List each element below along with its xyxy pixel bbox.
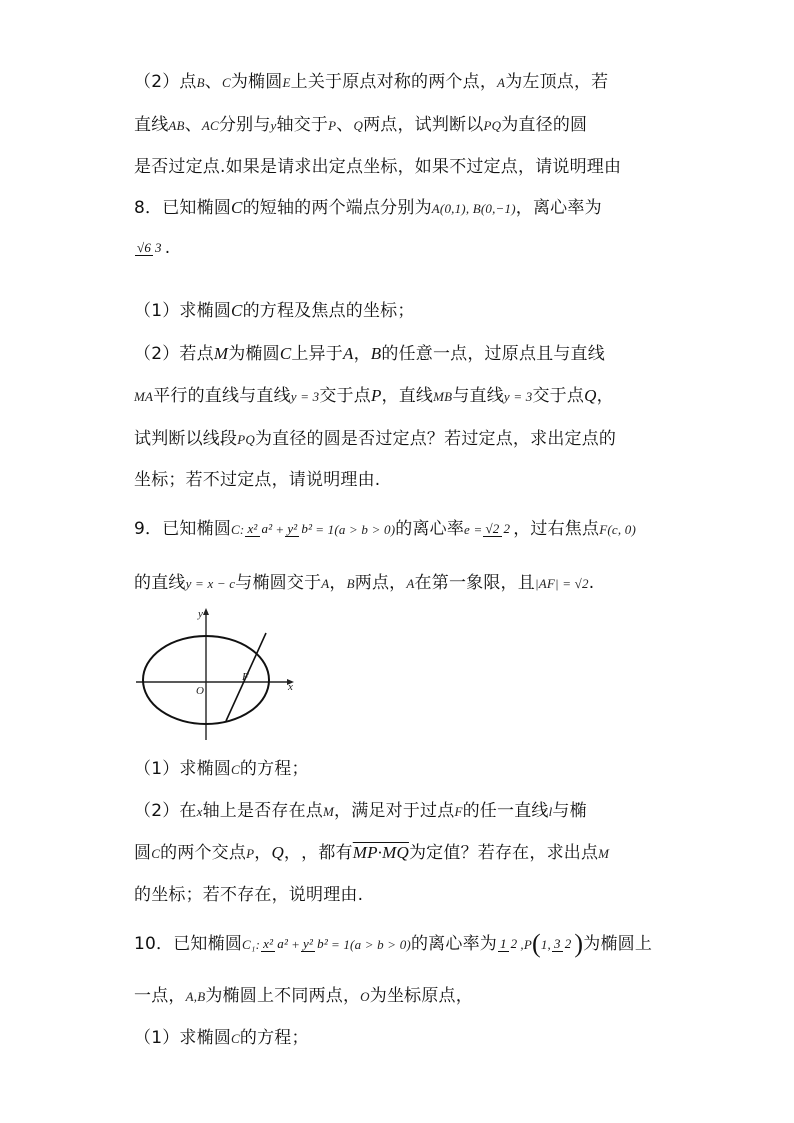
math-B: B	[346, 576, 355, 591]
math-C1: C₁:	[242, 937, 261, 952]
numerator: 1	[499, 935, 507, 951]
text: 的离心率	[395, 519, 465, 539]
math-x: x	[196, 804, 203, 819]
text: 的方程；	[239, 1028, 309, 1048]
math-M: M	[323, 804, 335, 819]
math-equation: = 1(a > b > 0)	[330, 937, 411, 952]
denominator: a²	[277, 935, 289, 951]
math-C: C	[231, 762, 240, 777]
text: 平行的直线与直线	[153, 386, 291, 406]
text: ，	[353, 344, 371, 364]
math-plus: +	[291, 937, 301, 952]
math-B: B	[370, 344, 382, 363]
q10-line-2	[134, 985, 473, 1008]
math-y3: y = 3	[290, 389, 320, 404]
text: 为坐标原点，	[369, 986, 473, 1006]
text: （1）求椭圆	[134, 759, 232, 779]
text: 为椭圆	[230, 72, 283, 92]
q9-part-1	[134, 758, 309, 781]
q10-line-1	[134, 926, 652, 963]
math-B: B	[196, 75, 205, 90]
text: 圆	[134, 843, 152, 863]
text: 直线	[134, 115, 169, 135]
math-C: C	[231, 198, 243, 217]
q9-line-2	[134, 572, 594, 595]
math-P: P	[246, 846, 255, 861]
math-PQ: PQ	[483, 118, 502, 133]
math-C: C	[151, 846, 161, 861]
text: 两点，	[354, 573, 407, 593]
paren-left: (	[531, 929, 541, 958]
q10-part-1	[134, 1027, 309, 1050]
q8-part-2-line-1	[134, 343, 605, 365]
math-A: A	[342, 344, 354, 363]
math-dot-product: MP·MQ	[352, 843, 409, 862]
math-C: C	[279, 344, 292, 363]
text: 、	[204, 72, 222, 92]
text: .	[164, 238, 171, 258]
text: 为定值？若存在，求出点	[408, 843, 599, 863]
text: 的两个交点	[160, 843, 247, 863]
q7-line-2	[134, 114, 587, 137]
math-e: e =	[464, 522, 483, 537]
text: （2）点	[134, 72, 197, 92]
math-Q: Q	[584, 386, 597, 405]
text: 的短轴的两个端点分别为	[242, 198, 432, 218]
text: 轴交于	[276, 115, 329, 135]
text: ，	[329, 573, 347, 593]
denominator: b²	[301, 520, 313, 536]
text: ，都有	[301, 843, 353, 863]
text: 是否过定点.如果是请求出定点坐标，如果不过定点，请说明理由	[134, 157, 622, 177]
text: 的方程及焦点的坐标；	[242, 301, 415, 321]
math-px: 1,	[540, 937, 551, 952]
math-C: C	[221, 75, 231, 90]
text: 10．已知椭圆	[134, 934, 243, 954]
math-P: P	[370, 386, 382, 405]
text: 为椭圆上不同两点，	[205, 986, 361, 1006]
text: ，满足对于过点	[334, 801, 455, 821]
text: ，	[283, 843, 302, 863]
text: 与椭圆交于	[235, 573, 322, 593]
math-E: E	[282, 75, 291, 90]
numerator: x²	[247, 520, 258, 536]
numerator: y²	[303, 935, 314, 951]
x-label: x	[288, 681, 293, 693]
math-F: F(c, 0)	[599, 522, 636, 537]
paren-right: )	[574, 929, 584, 958]
numerator: 3	[554, 935, 561, 951]
math-y: y	[270, 118, 277, 133]
text: 分别与	[218, 115, 271, 135]
text: 上异于	[291, 344, 343, 364]
text: 为椭圆上	[583, 934, 653, 954]
eccentricity-fraction	[135, 241, 164, 256]
text: 的离心率为	[410, 934, 497, 954]
math-P: P	[328, 118, 337, 133]
text: ，离心率为	[515, 198, 602, 218]
x2-over-a2	[245, 522, 274, 537]
ellipse-figure	[134, 606, 304, 742]
math-C: C	[231, 1031, 240, 1046]
text: 两点，试判断以	[363, 115, 484, 135]
numerator: √6	[137, 239, 152, 255]
numerator: √2	[485, 520, 500, 536]
denominator: 2	[510, 935, 518, 951]
text: ，直线	[381, 386, 434, 406]
q7-line-1	[134, 71, 608, 94]
math-F: F	[454, 804, 463, 819]
q8-part-2-line-3	[134, 428, 616, 451]
text: .	[588, 573, 595, 593]
text: （1）求椭圆	[134, 1028, 232, 1048]
text: 的直线	[134, 573, 186, 593]
math-line: y = x − c	[185, 576, 236, 591]
text: 与椭	[552, 801, 587, 821]
origin-label: O	[196, 685, 204, 697]
text: 一点，	[134, 986, 186, 1006]
math-AC: AC	[201, 118, 219, 133]
math-PQ: PQ	[237, 432, 255, 447]
q8-part-2-line-4	[134, 469, 380, 491]
math-y3: y = 3	[503, 389, 533, 404]
math-points: A(0,1), B(0,−1)	[431, 201, 516, 216]
text: 交于点	[532, 386, 585, 406]
text: （2）在	[134, 801, 197, 821]
math-MA: MA	[134, 389, 154, 404]
math-A: A	[321, 576, 330, 591]
text: 8．已知椭圆	[134, 198, 232, 218]
text: 试判断以线段	[134, 429, 238, 449]
focus-label: F	[242, 671, 249, 683]
q8-part-2-line-2	[134, 385, 614, 408]
q7-line-3	[134, 156, 621, 178]
text: ，	[596, 386, 614, 406]
text: 上关于原点对称的两个点，	[290, 72, 498, 92]
math-C: C	[231, 301, 243, 320]
text: 9．已知椭圆	[134, 519, 232, 539]
text: 为左顶点，若	[505, 72, 609, 92]
math-comma: ,	[520, 937, 524, 952]
math-l: l	[548, 804, 553, 819]
text: 为椭圆	[228, 344, 280, 364]
q9-part-2-line-2	[134, 842, 609, 865]
denominator: 2	[503, 520, 511, 536]
y-axis-arrow	[203, 608, 209, 615]
math-MB: MB	[433, 389, 453, 404]
three-halves	[552, 937, 573, 952]
text: 轴上是否存在点	[202, 801, 324, 821]
q9-part-2-line-1	[134, 800, 587, 823]
x2-over-a2	[261, 937, 290, 952]
sqrt2-over-2	[483, 522, 512, 537]
numerator: y²	[287, 520, 298, 536]
y2-over-b2	[285, 522, 314, 537]
q8-line-2	[134, 233, 170, 263]
math-Q: Q	[271, 843, 284, 862]
y2-over-b2	[301, 937, 330, 952]
q8-part-1	[134, 300, 415, 322]
text: 为直径的圆	[501, 115, 588, 135]
math-A: A	[406, 576, 415, 591]
math-plus: +	[275, 522, 285, 537]
text: 交于点	[319, 386, 371, 406]
math-AB: A,B	[185, 989, 206, 1004]
text: 坐标；若不过定点，请说明理由.	[134, 470, 381, 490]
text: 、	[336, 115, 354, 135]
text: 的坐标；若不存在，说明理由.	[134, 885, 364, 905]
text: 为直径的圆是否过定点？若过定点，求出定点的	[254, 429, 617, 449]
math-C: C:	[231, 522, 245, 537]
text: 的任一直线	[462, 801, 549, 821]
math-equation: = 1(a > b > 0)	[315, 522, 396, 537]
math-O: O	[360, 989, 370, 1004]
text: 在第一象限，且	[414, 573, 535, 593]
y-label: y	[198, 608, 203, 620]
denominator: b²	[317, 935, 328, 951]
math-AB: AB	[168, 118, 185, 133]
math-AF: |AF| = √2	[534, 576, 589, 591]
math-Q: Q	[353, 118, 364, 133]
q9-line-1	[134, 512, 636, 547]
text: （2）若点	[134, 344, 214, 364]
text: 的任意一点，过原点且与直线	[381, 344, 605, 364]
numerator: x²	[263, 935, 274, 951]
one-half	[498, 937, 519, 952]
math-M: M	[213, 344, 229, 363]
math-M: M	[598, 846, 610, 861]
text: 的方程；	[239, 759, 309, 779]
text: （1）求椭圆	[134, 301, 232, 321]
denominator: a²	[261, 520, 273, 536]
text: ，	[254, 843, 272, 863]
denominator: 2	[564, 935, 572, 951]
q9-part-2-line-3	[134, 884, 363, 906]
text: ，过右焦点	[513, 519, 600, 539]
denominator: 3	[155, 239, 162, 255]
q8-line-1	[134, 197, 602, 220]
math-P: P	[523, 937, 532, 952]
text: 、	[184, 115, 202, 135]
text: 与直线	[452, 386, 504, 406]
math-A: A	[497, 75, 506, 90]
